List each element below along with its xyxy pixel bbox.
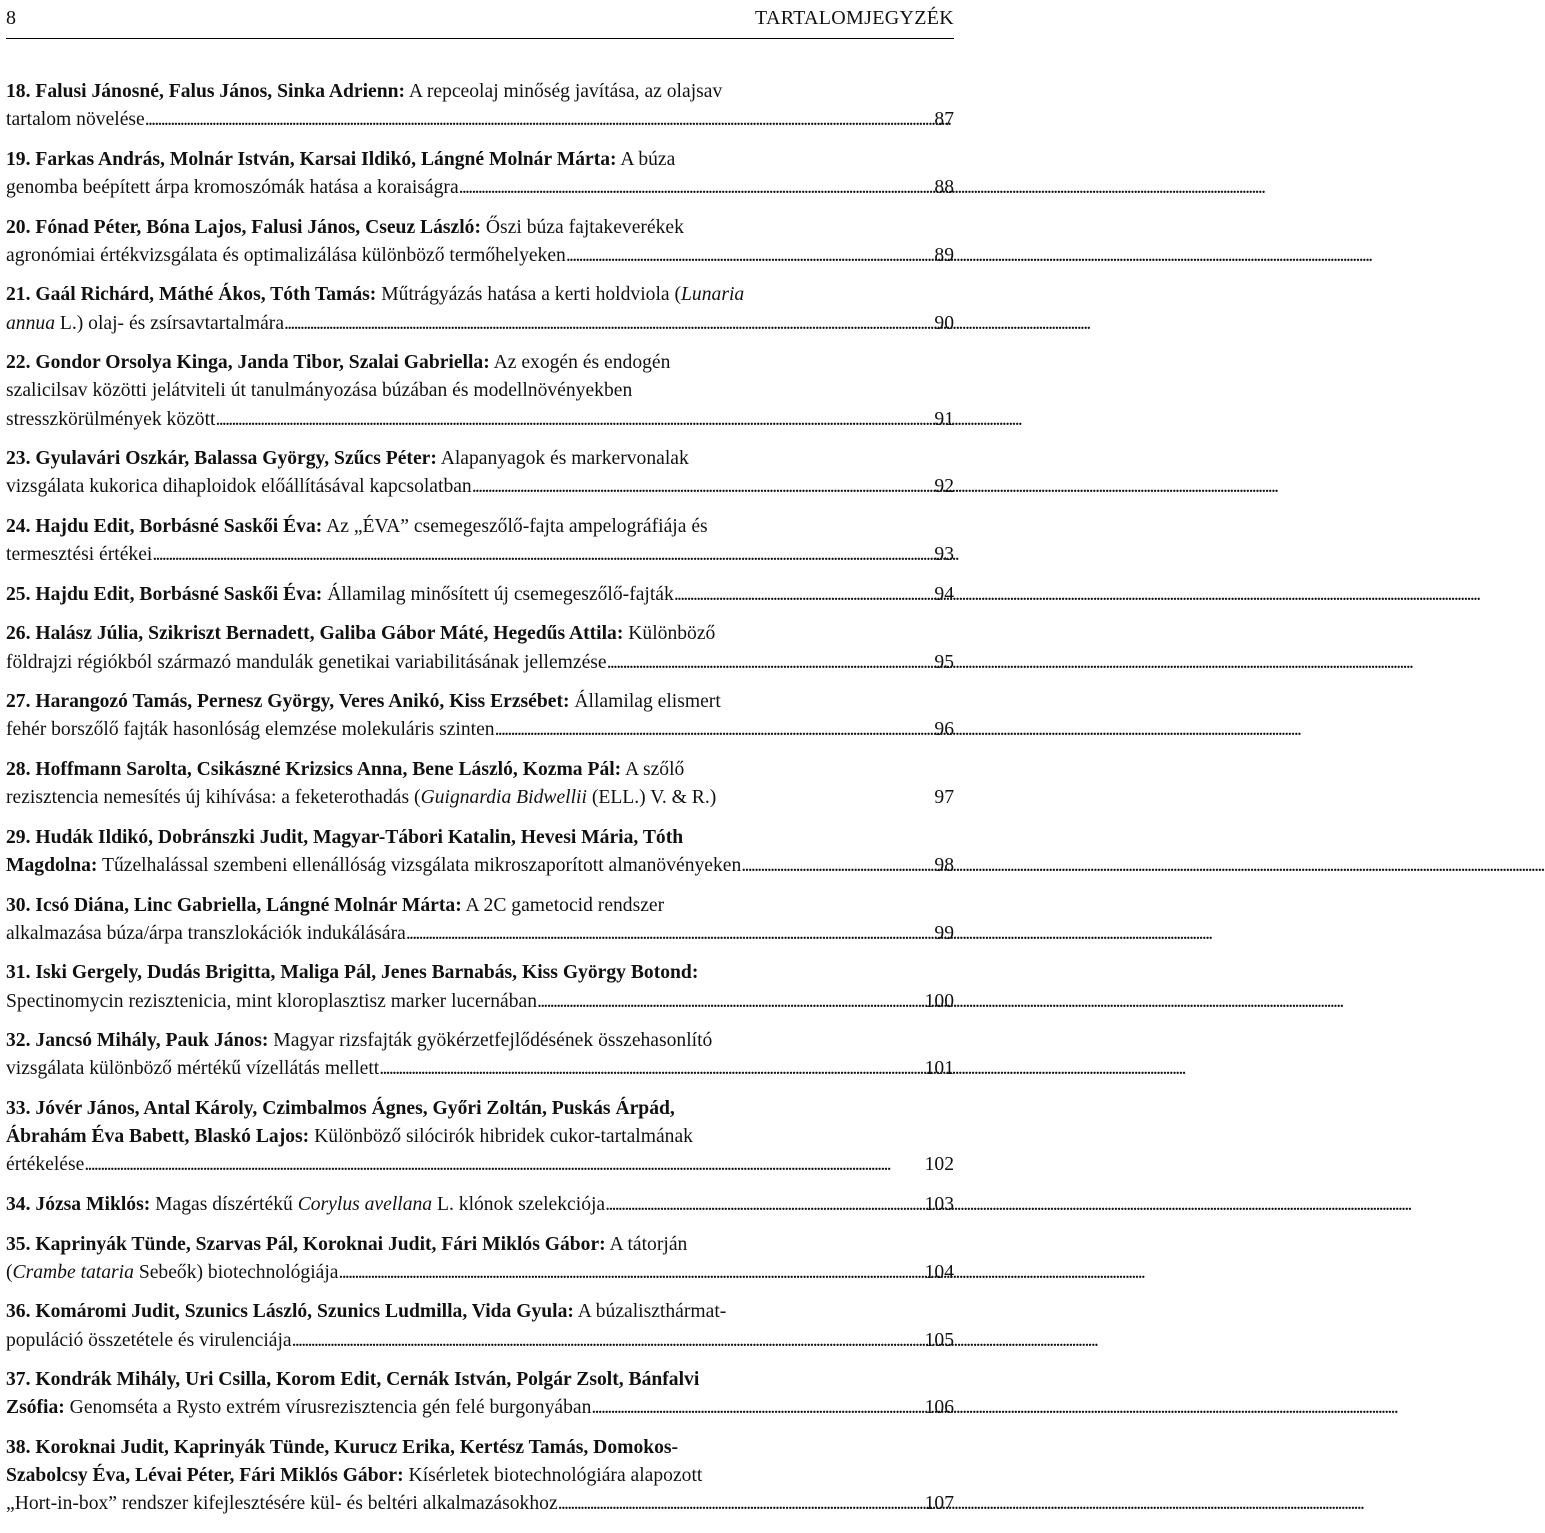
entry-title-text: ( [6,1261,13,1283]
toc-entry[interactable] [6,1434,954,1519]
entry-line [6,513,954,541]
entry-title-text: A szőlő [621,758,685,780]
entry-last-line [6,649,954,677]
entry-line-text [6,1191,605,1219]
entry-title-text: termesztési értékei [6,544,153,566]
dot-leader [495,716,933,744]
entry-title-text: Különböző silócirók hibridek cukor-tartalmának [309,1126,693,1148]
entry-page-number[interactable]: 102 [924,1154,954,1176]
dot-leader [216,406,933,434]
entry-authors: 37. Kondrák Mihály, Uri Csilla, Korom Edit, Cernák István, Polgár Zsolt, Bánfalvi [6,1369,700,1391]
entry-title-text: Sebeők) biotechnológiája [133,1261,339,1283]
entry-species-name: annua [6,312,55,334]
dot-leader [591,1394,922,1422]
entry-line-text [6,988,537,1016]
entry-title-text: populáció összetétele és virulenciája [6,1329,292,1351]
entry-line [6,688,954,716]
entry-line [6,214,954,242]
entry-authors: 27. Harangozó Tamás, Pernesz György, Veres Anikó, Kiss Erzsébet: [6,691,570,713]
entry-line-text [6,1259,339,1287]
entry-authors: 32. Jancsó Mihály, Pauk János: [6,1030,269,1052]
entry-line-text [6,852,741,880]
toc-entry[interactable] [6,1231,954,1287]
toc-entry[interactable] [6,756,954,812]
toc-entry[interactable] [6,892,954,948]
entry-last-line [6,473,954,501]
entry-line [6,620,954,648]
entry-page-number[interactable]: 103 [924,1193,954,1215]
entry-title-text: Kísérletek biotechnológiára alapozott [403,1465,703,1487]
entry-last-line [6,106,954,134]
running-title: TARTALOMJEGYZÉK [755,7,954,29]
entry-title-text: L. klónok szelekciója [432,1193,606,1215]
entry-authors: 36. Komáromi Judit, Szunics László, Szunics Ludmilla, Vida Gyula: [6,1301,574,1323]
entry-line [6,1095,954,1123]
entry-line [6,377,954,405]
entry-authors: 38. Koroknai Judit, Kaprinyák Tünde, Kurucz Erika, Kertész Tamás, Domokos- [6,1436,679,1458]
dot-leader [607,649,933,677]
entry-authors: Ábrahám Éva Babett, Blaskó Lajos: [6,1126,310,1148]
entry-authors: Szabolcsy Éva, Lévai Péter, Fári Miklós Gábor: [6,1465,404,1487]
entry-last-line [6,1191,954,1219]
entry-line [6,1027,954,1055]
entry-species-name: Corylus avellana [297,1193,433,1215]
entry-last-line [6,1490,954,1518]
entry-title-text: Különböző [623,623,716,645]
entry-title-text: alkalmazása búza/árpa transzlokációk indukálására [6,922,406,944]
entry-line [6,445,954,473]
entry-last-line [6,920,954,948]
entry-page-number[interactable]: 106 [924,1397,954,1419]
entry-title-text: Műtrágyázás hatása a kerti holdviola ( [376,284,682,306]
entry-authors: 33. Jóvér János, Antal Károly, Czimbalmos Ágnes, Győri Zoltán, Puskás Árpád, [6,1097,675,1119]
entry-authors: 31. Iski Gergely, Dudás Brigitta, Maliga Pál, Jenes Barnabás, Kiss György Botond: [6,962,699,984]
entry-title-text: (ELL.) V. & R.) [586,787,717,809]
entry-page-number[interactable]: 107 [924,1493,954,1515]
entry-last-line [6,406,954,434]
toc-entry[interactable] [6,281,954,337]
entry-page-number[interactable]: 89 [934,244,954,266]
entry-line-text [6,784,716,812]
entry-authors: 25. Hajdu Edit, Borbásné Saskői Éva: [6,583,323,605]
entry-title-text: stresszkörülmények között [6,408,216,430]
toc-entry[interactable] [6,1298,954,1354]
entry-title-text: A repceolaj minőség javítása, az olajsav [405,81,723,102]
entry-authors: 26. Halász Júlia, Szikriszt Bernadett, Galiba Gábor Máté, Hegedűs Attila: [6,623,624,645]
entry-last-line [6,1327,954,1355]
dot-leader [537,988,923,1016]
entry-authors: 30. Icsó Diána, Linc Gabriella, Lángné Molnár Márta: [6,894,462,916]
entry-line-text [6,581,674,609]
entry-title-text: tartalom növelése [6,109,145,131]
toc-entry[interactable] [6,620,954,676]
entry-page-number[interactable]: 87 [934,109,954,131]
entry-line-text [6,1327,292,1355]
entry-title-text: Genomséta a Rysto extrém vírusrezisztencia gén felé burgonyában [64,1397,592,1419]
entry-page-number[interactable]: 91 [934,408,954,430]
entry-line [6,756,954,784]
dot-leader [741,852,932,880]
dot-leader [406,920,933,948]
entry-page-number[interactable]: 95 [934,651,954,673]
entry-title-text: Államilag elismert [569,691,721,713]
entry-title-text: A 2C gametocid rendszer [461,894,665,916]
entry-line [6,824,954,852]
table-of-contents [6,78,954,1530]
entry-title-text: Magas díszértékű [150,1193,298,1215]
entry-title-text: A búzaliszthármat- [573,1301,727,1323]
entry-species-name: Guignardia Bidwellii [420,787,587,809]
entry-authors: 19. Farkas András, Molnár István, Karsai Ildikó, Lángné Molnár Márta: [6,148,617,170]
entry-line-text [6,174,459,202]
entry-authors: 29. Hudák Ildikó, Dobránszki Judit, Magyar-Tábori Katalin, Hevesi Mária, Tóth [6,826,684,848]
entry-last-line [6,310,954,338]
entry-last-line [6,1259,954,1287]
entry-title-text: rezisztencia nemesítés új kihívása: a feketerothadás ( [6,787,421,809]
entry-title-text: Az exogén és endogén [489,352,671,374]
entry-authors: 34. Józsa Miklós: [6,1193,151,1215]
entry-line [6,78,954,106]
entry-title-text: Őszi búza fajtakeverékek [481,216,684,238]
entry-page-number[interactable]: 98 [934,854,954,876]
entry-title-text: értékelése [6,1154,85,1176]
entry-page-number[interactable]: 92 [934,476,954,498]
toc-entry[interactable] [6,78,954,134]
entry-page-number[interactable]: 90 [934,312,954,334]
entry-title-text: Spectinomycin rezisztenicia, mint kloroplasztisz marker lucernában [6,990,538,1012]
entry-line [6,892,954,920]
dot-leader [292,1327,923,1355]
entry-title-text: földrajzi régiókból származó mandulák genetikai variabilitásának jellemzése [6,651,607,673]
entry-title-text: vizsgálata kukorica dihaploidok előállításával kapcsolatban [6,476,472,498]
dot-leader [284,310,932,338]
entry-page-number[interactable]: 99 [934,922,954,944]
entry-title-text: „Hort-in-box” rendszer kifejlesztésére kül- és beltéri alkalmazásokhoz [6,1493,558,1515]
entry-line-text [6,920,406,948]
entry-authors: 23. Gyulavári Oszkár, Balassa György, Szűcs Péter: [6,448,437,470]
entry-line-text [6,1055,379,1083]
entry-authors: 20. Fónad Péter, Bóna Lajos, Falusi János, Cseuz László: [6,216,481,238]
entry-title-text: A búza [616,148,676,170]
entry-last-line [6,1394,954,1422]
entry-last-line [6,242,954,270]
dot-leader [145,106,933,134]
entry-species-name: Crambe tataria [12,1261,134,1283]
toc-entry[interactable] [6,824,954,880]
entry-title-text: szalicilsav közötti jelátviteli út tanulmányozása búzában és modellnövényekben [6,380,633,402]
entry-line [6,959,954,987]
entry-page-number[interactable]: 94 [934,583,954,605]
entry-line-text [6,1490,558,1518]
dot-leader [605,1191,922,1219]
entry-line-text [6,1394,591,1422]
entry-last-line [6,784,954,812]
entry-line-text [6,541,152,569]
entry-authors: 22. Gondor Orsolya Kinga, Janda Tibor, Szalai Gabriella: [6,352,490,374]
entry-title-text: fehér borszőlő fajták hasonlóság elemzése molekuláris szinten [6,719,495,741]
entry-title-text: agronómiai értékvizsgálata és optimalizálása különböző termőhelyeken [6,244,566,266]
entry-line-text [6,242,566,270]
entry-authors: Zsófia: [6,1397,65,1419]
entry-page-number[interactable]: 101 [924,1058,954,1080]
entry-page-number[interactable]: 88 [934,177,954,198]
entry-line-text [6,310,284,338]
entry-line-text [6,649,607,677]
entry-page-number[interactable]: 100 [924,990,954,1012]
entry-page-number[interactable]: 93 [934,544,954,566]
toc-entry[interactable] [6,349,954,434]
entry-species-name: Lunaria [681,284,745,306]
entry-line [6,1366,954,1394]
entry-page-number[interactable]: 97 [934,787,954,809]
entry-page-number[interactable]: 105 [924,1329,954,1351]
entry-line-text [6,473,472,501]
entry-authors: 21. Gaál Richárd, Máthé Ákos, Tóth Tamás: [6,284,377,306]
entry-line [6,1298,954,1326]
entry-line-text [6,106,145,134]
entry-last-line [6,581,954,609]
toc-entry[interactable] [6,445,954,501]
toc-entry[interactable] [6,214,954,270]
entry-title-text: genomba beépített árpa kromoszómák hatása a koraiságra [6,177,459,198]
entry-line [6,1231,954,1259]
entry-title-text: Tűzelhalással szembeni ellenállóság vizsgálata mikroszaporított almanövényeken [97,854,742,876]
entry-last-line [6,174,954,202]
toc-entry[interactable] [6,1095,954,1180]
entry-line [6,1123,954,1151]
entry-line-text [6,1151,84,1179]
page-header [6,2,954,39]
toc-entry[interactable] [6,513,954,569]
entry-page-number[interactable]: 104 [924,1261,954,1283]
dot-leader [558,1490,923,1518]
entry-title-text: Alapanyagok és markervonalak [436,448,689,470]
page-number: 8 [6,7,16,29]
dot-leader [566,242,933,270]
entry-authors: 28. Hoffmann Sarolta, Csikászné Krizsics Anna, Bene László, Kozma Pál: [6,758,622,780]
entry-title-text: Államilag minősített új csemegeszőlő-fajták [322,583,674,605]
entry-title-text: A tátorján [605,1233,688,1255]
toc-entry[interactable] [6,146,954,202]
entry-last-line [6,716,954,744]
dot-leader [674,581,933,609]
entry-title-text: Magyar rizsfajták gyökérzetfejlődésének összehasonlító [268,1030,713,1052]
entry-last-line [6,1151,954,1179]
toc-entry[interactable] [6,1191,954,1219]
dot-leader [459,174,933,202]
toc-entry[interactable] [6,688,954,744]
entry-line-text [6,716,495,744]
toc-entry[interactable] [6,1027,954,1083]
entry-line [6,1462,954,1490]
entry-authors: 35. Kaprinyák Tünde, Szarvas Pál, Koroknai Judit, Fári Miklós Gábor: [6,1233,606,1255]
dot-leader [84,1151,922,1179]
entry-page-number[interactable]: 96 [934,719,954,741]
entry-last-line [6,852,954,880]
entry-authors: 24. Hajdu Edit, Borbásné Saskői Éva: [6,515,323,537]
toc-entry[interactable] [6,959,954,1015]
entry-authors: 18. Falusi Jánosné, Falus János, Sinka Adrienn: [6,81,406,102]
toc-entry[interactable] [6,581,954,609]
dot-leader [472,473,933,501]
entry-title-text: L.) olaj- és zsírsavtartalmára [54,312,285,334]
entry-title-text: Az „ÉVA” csemegeszőlő-fajta ampelográfiája és [322,515,708,537]
entry-last-line [6,988,954,1016]
toc-entry[interactable] [6,1366,954,1422]
entry-line [6,1434,954,1462]
entry-title-text: vizsgálata különböző mértékű vízellátás mellett [6,1058,380,1080]
dot-leader [379,1055,922,1083]
entry-line [6,146,954,174]
entry-line-text [6,406,216,434]
entry-line [6,281,954,309]
entry-last-line [6,541,954,569]
dot-leader [339,1259,923,1287]
entry-authors: Magdolna: [6,854,98,876]
entry-last-line [6,1055,954,1083]
dot-leader [152,541,932,569]
entry-line [6,349,954,377]
